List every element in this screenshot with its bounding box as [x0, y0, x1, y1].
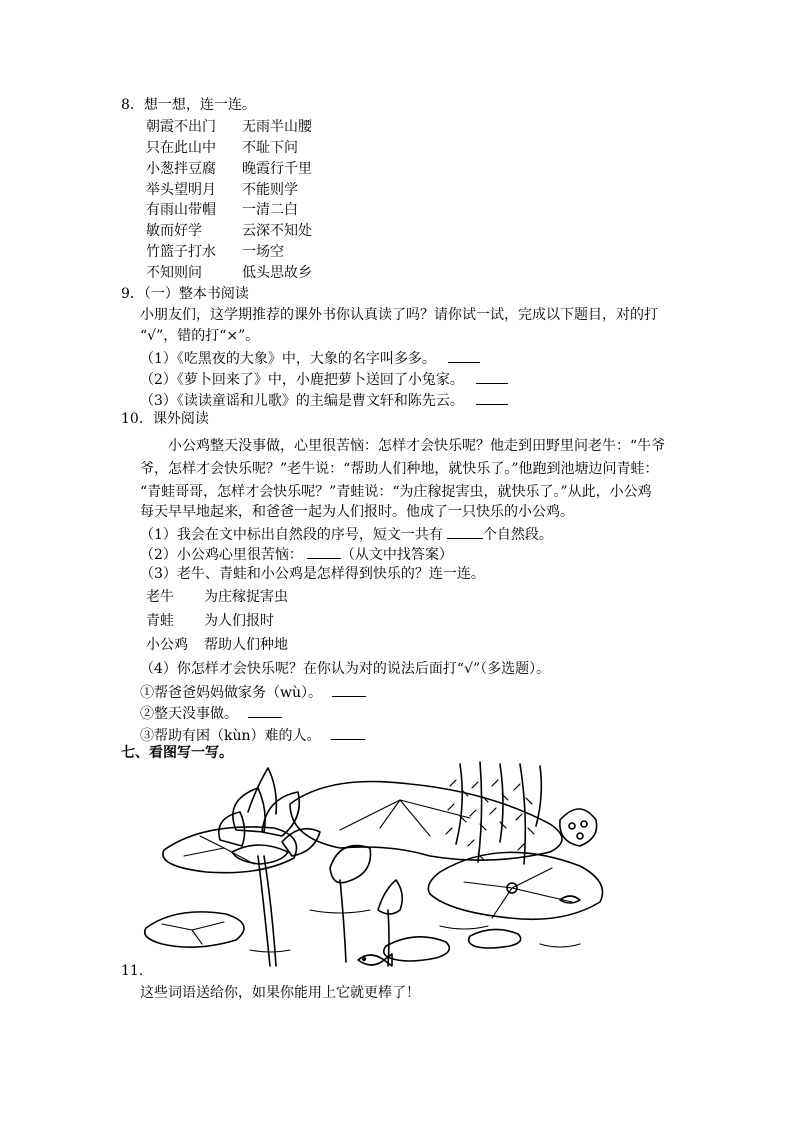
q8-right-item: 不耻下问: [242, 140, 298, 156]
q8-right-item: 一清二白: [242, 202, 298, 218]
q10-choice: ③帮助有困（kùn）难的人。: [140, 725, 365, 745]
q10-match-right: 为人们报时: [204, 613, 274, 629]
q10-match-left: 小公鸡: [146, 637, 188, 653]
q10-choice: ①帮爸爸妈妈做家务（wù）。: [140, 682, 366, 702]
q10-match-right: 为庄稼捉害虫: [204, 589, 288, 605]
q9-intro: 小朋友们，这学期推荐的课外书你认真读了吗？请你试一试，完成以下题目，对的打: [140, 307, 658, 323]
q10-match-left: 青蛙: [146, 613, 174, 629]
q10-passage-line: 小公鸡整天没事做，心里很苦恼：怎样才会快乐呢？他走到田野里问老牛：“牛爷: [168, 438, 666, 454]
q10-match-right: 帮助人们种地: [204, 637, 288, 653]
q8-right-item: 低头思故乡: [242, 265, 312, 281]
q10-sub1: （1）我会在文中标出自然段的序号，短文一共有 个自然段。: [140, 524, 553, 544]
section-title: 七、看图写一写。: [121, 745, 233, 761]
q10-match-left: 老牛: [146, 589, 174, 605]
q10-sub2: （2）小公鸡心里很苦恼： （从文中找答案）: [140, 544, 453, 564]
q8-left-item: 朝霞不出门: [146, 119, 216, 135]
q11-text: 这些词语送给你，如果你能用上它就更棒了！: [140, 985, 420, 1001]
q10-passage-line: “青蛙哥哥，怎样才会快乐呢？”青蛙说：“为庄稼捉害虫，就快乐了。”从此，小公鸡: [140, 484, 652, 500]
q8-left-item: 有雨山带帽: [146, 202, 216, 218]
q8-right-item: 云深不知处: [242, 223, 312, 239]
q8-title: 8．想一想，连一连。: [121, 97, 256, 113]
q9-item: （1）《吃黑夜的大象》中，大象的名字叫多多。: [140, 348, 480, 368]
q8-right-item: 不能则学: [242, 182, 298, 198]
answer-blank[interactable]: [448, 348, 480, 363]
q8-right-item: 晚霞行千里: [242, 161, 312, 177]
answer-blank[interactable]: [248, 703, 282, 718]
q8-right-item: 无雨半山腰: [242, 119, 312, 135]
answer-blank[interactable]: [476, 369, 508, 384]
q10-choice: ②整天没事做。: [140, 703, 282, 723]
q8-left-item: 敏而好学: [146, 223, 202, 239]
q9-item: （2）《萝卜回来了》中，小鹿把萝卜送回了小兔家。: [140, 369, 508, 389]
q8-left-item: 举头望明月: [146, 182, 216, 198]
q8-left-item: 只在此山中: [146, 140, 216, 156]
answer-blank[interactable]: [476, 390, 508, 405]
q8-right-item: 一场空: [242, 244, 284, 260]
answer-blank[interactable]: [332, 682, 366, 697]
answer-blank[interactable]: [307, 544, 341, 559]
q10-passage-line: 每天早早地起来，和爸爸一起为人们报时。他成了一只快乐的小公鸡。: [140, 504, 574, 520]
q11-number: 11．: [121, 963, 153, 979]
answer-blank[interactable]: [331, 725, 365, 740]
q10-sub3: （3）老牛、青蛙和小公鸡是怎样得到快乐的？连一连。: [140, 566, 485, 582]
q8-left-item: 小葱拌豆腐: [146, 161, 216, 177]
q9-item: （3）《读读童谣和儿歌》的主编是曹文轩和陈先云。: [140, 390, 508, 410]
lotus-pond-illustration: [140, 760, 620, 970]
q10-title: 10．课外阅读: [121, 411, 209, 427]
q8-left-item: 不知则问: [146, 265, 202, 281]
q9-title: 9．（一）整本书阅读: [121, 286, 249, 302]
q9-intro: “√”，错的打“×”。: [140, 328, 260, 344]
q8-left-item: 竹篮子打水: [146, 244, 216, 260]
answer-blank[interactable]: [447, 524, 483, 539]
q10-sub4: （4）你怎样才会快乐呢？在你认为对的说法后面打“√”（多选题）。: [140, 661, 551, 677]
q10-passage-line: 爷，怎样才会快乐呢？”老牛说：“帮助人们种地，就快乐了。”他跑到池塘边问青蛙：: [140, 461, 659, 477]
